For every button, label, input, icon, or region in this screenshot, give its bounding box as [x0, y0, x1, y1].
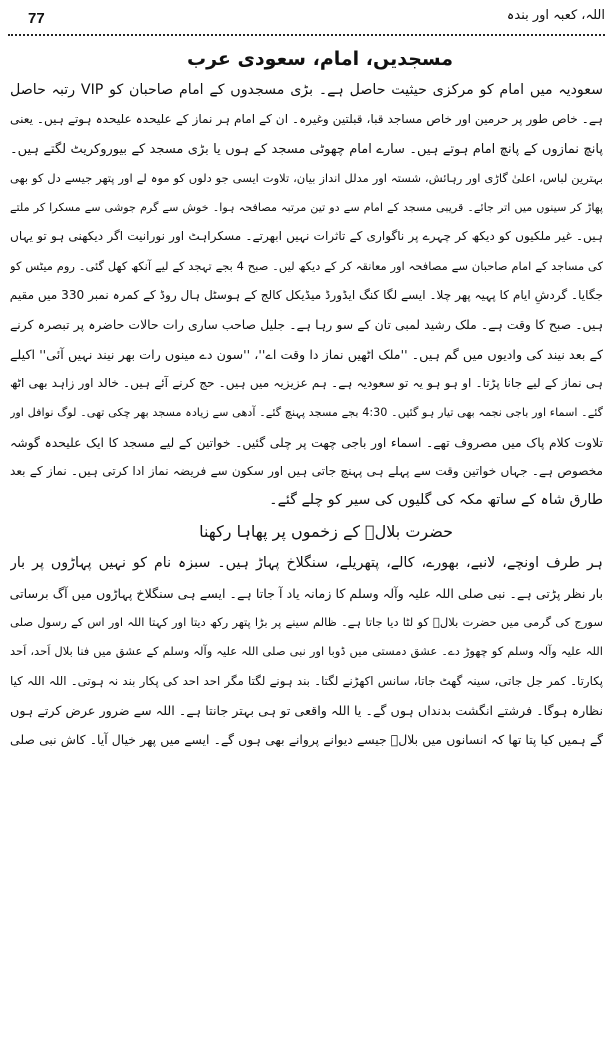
- text-line: پانچ نمازوں کے پانچ امام ہوتے ہیں۔ سارے امام چھوٹی مسجد کے ہوں یا بڑی مسجد کے بیوروکریٹ لگتے ہیں۔: [10, 141, 603, 157]
- text-line: ہیں۔ صبح کا وقت ہے۔ ملک رشید لمبی تان کے سو رہا ہے۔ جلیل صاحب ساری رات حالات حاضرہ پر تبصرہ کرنے: [10, 317, 603, 333]
- text-line: سورج کی گرمی میں حضرت بلالؓ کو لٹا دیا جاتا ہے۔ ظالم سینے پر بڑا پتھر رکھ دیتا اور کہتا اللہ اور اس کے رسول صلی: [10, 615, 603, 630]
- text-line: ہیں۔ غیر ملکیوں کو دیکھ کر چہرے پر ناگواری کے تاثرات نہیں ابھرتے۔ مسکراہٹ اور نورانیت اگر دیکھنی ہو تو یہاں: [10, 229, 603, 244]
- text-line: سعودیہ میں امام کو مرکزی حیثیت حاصل ہے۔ بڑی مسجدوں کے امام صاحبان کو VIP رتبہ حاصل: [10, 82, 603, 98]
- page-body: [10, 40, 603, 755]
- text-line: اللہ علیہ وآلہ وسلم کو چھوڑ دے۔ عشق دمستی میں ڈوبا اور نبی صلی اللہ علیہ وآلہ وسلم کے عشق میں فنا بلال اَحد، اَحد: [10, 644, 603, 659]
- text-line: ہی نماز کے لیے جانا پڑتا۔ او ہو ہو یہ تو سعودیہ ہے۔ ہم عزیزیہ میں ہیں۔ حج کرنے آئے ہیں۔ خالد اور زاہد بھی اٹھ: [10, 375, 603, 390]
- text-line: تلاوت کلام پاک میں مصروف تھے۔ اسماء اور باجی چھت پر چلی گئیں۔ خواتین کے لیے مسجد کا ایک علیحدہ گوشہ: [10, 434, 603, 450]
- text-line: بار نظر پڑتی ہے۔ نبی صلی اللہ علیہ وآلہ وسلم کا زمانہ یاد آ جاتا ہے۔ ایسے ہی سنگلاخ پہاڑوں میں آگ برساتی: [10, 585, 603, 601]
- section-heading: مسجدیں، امام، سعودی عرب: [187, 48, 453, 70]
- text-line: بہترین لباس، اعلیٰ گاڑی اور رہائش، شستہ اور مدلل انداز بیان، تلاوت ایسی جو دلوں کو موہ لے اور پتھر جیسے دل کو بھی: [10, 170, 603, 185]
- section-heading: حضرت بلالؓ کے زخموں پر پھاہا رکھنا: [199, 522, 453, 542]
- page-number: 77: [28, 10, 45, 27]
- text-line: مخصوص ہے۔ جہاں خواتین وقت سے پہلے ہی پہنچ جاتی ہیں اور سکون سے فریضہ نماز ادا کرتی ہیں۔ نماز کے بعد: [10, 463, 603, 478]
- text-line: ہر طرف اونچے، لانبے، بھورے، کالے، پتھریلے، سنگلاخ پہاڑ ہیں۔ سبزہ نام کو نہیں پہاڑوں پر بار: [10, 555, 603, 572]
- text-line: گئے۔ اسماء اور باجی نجمہ بھی تیار ہو گئیں۔ 4:30 بجے مسجد پہنچ گئے۔ آدھی سے زیادہ مسجد بھر چکی تھی۔ لوگ نوافل اور: [10, 406, 603, 420]
- text-line: پھاڑ کر سینوں میں اتر جائے۔ قریبی مسجد کے امام سے دو تین مرتبہ مصافحہ ہوا۔ خوش سے گرم جوشی سے مسکرا کر ملتے: [10, 201, 603, 215]
- paragraph: [10, 549, 603, 754]
- text-line: گے ہمیں کیا پتا تھا کہ انسانوں میں بلالؓ جیسے دیوانے پروانے بھی ہوں گے۔ ایسے میں پھر خیال آیا۔ کاش نبی صلی: [10, 732, 603, 748]
- text-line: نظارہ ہوگا۔ فرشتے انگشت بدنداں ہوں گے۔ یا اللہ واقعی تو ہی بہتر جانتا ہے۔ اللہ سے ضرور عرض کرتے ہوں: [10, 702, 603, 718]
- text-line: کے بعد نیند کی وادیوں میں گم ہیں۔ ''ملک اٹھیں نماز دا وقت اے''، ''سون دے مینوں رات بھر نیند نہیں آئی'' اکیلے: [10, 346, 603, 362]
- paragraph: [10, 76, 603, 515]
- text-line: جگایا۔ گردشِ ایام کا پہیہ پھر چلا۔ ایسے لگا کنگ ایڈورڈ میڈیکل کالج کے ہوسٹل ہال روڈ کے کمرہ نمبر 330 میں مقیم: [10, 288, 603, 303]
- text-line: کی مساجد کے امام صاحبان سے مصافحہ اور معانقہ کر کے دیکھ لیں۔ صبح 4 بجے تہجد کے لیے آنکھ کھل گئی۔ روم میٹس کو: [10, 258, 603, 273]
- running-title: اللہ، کعبہ اور بندہ: [506, 8, 605, 23]
- page-header: [8, 4, 605, 36]
- text-line: پکارتا۔ کمر جل جاتی، سینہ گھٹ جاتا، سانس اکھڑنے لگتا۔ بند ہونے لگتا مگر احد احد کی پکار بند نہ ہوتی۔ اللہ اللہ کیا: [10, 673, 603, 688]
- text-line: طارق شاہ کے ساتھ مکہ کی گلیوں کی سیر کو چلے گئے۔: [269, 492, 603, 509]
- text-line: ہے۔ خاص طور پر حرمین اور خاص مساجد قبا، قبلتین وغیرہ۔ ان کے امام ہر نماز کے علیحدہ علیحدہ ہوتے ہیں۔ یعنی: [10, 112, 603, 127]
